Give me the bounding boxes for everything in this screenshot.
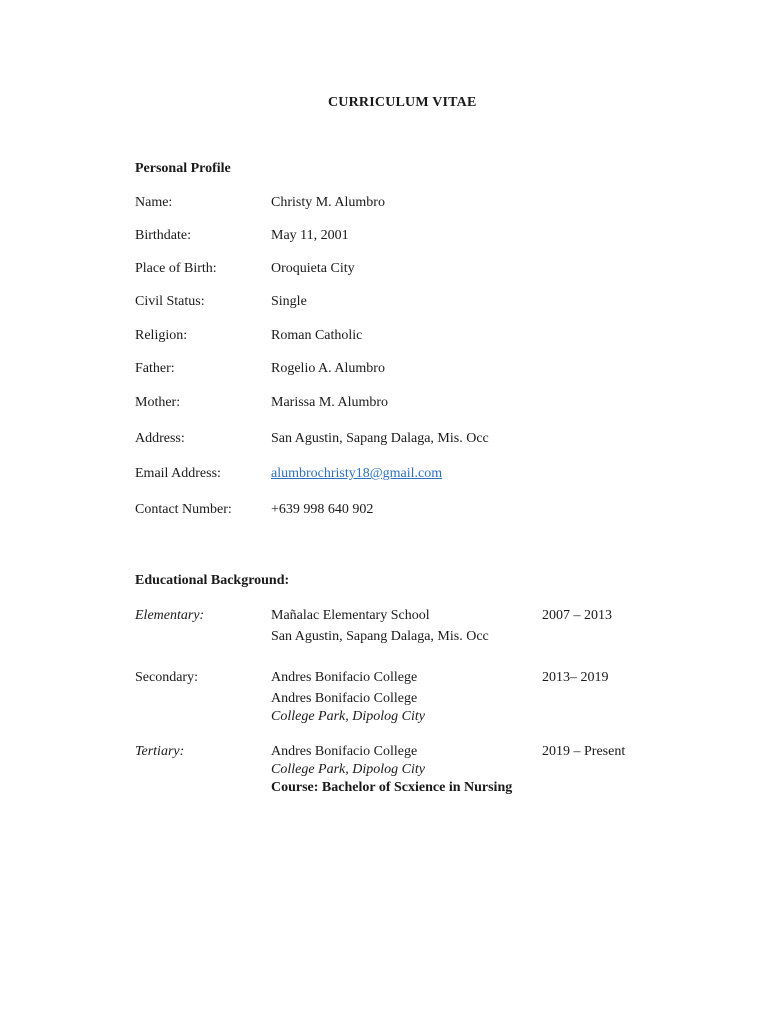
tertiary-label: Tertiary:: [135, 744, 185, 759]
document-title: CURRICULUM VITAE: [328, 95, 477, 110]
address-value: San Agustin, Sapang Dalaga, Mis. Occ: [271, 431, 489, 446]
name-value: Christy M. Alumbro: [271, 195, 385, 210]
father-value: Rogelio A. Alumbro: [271, 361, 385, 376]
place-of-birth-value: Oroquieta City: [271, 261, 355, 276]
birthdate-label: Birthdate:: [135, 228, 191, 243]
tertiary-course: Course: Bachelor of Scxience in Nursing: [271, 780, 513, 795]
elementary-address: San Agustin, Sapang Dalaga, Mis. Occ: [271, 629, 489, 644]
contact-number-value: +639 998 640 902: [271, 502, 374, 517]
religion-value: Roman Catholic: [271, 328, 363, 343]
tertiary-address: College Park, Dipolog City: [271, 762, 425, 777]
civil-status-label: Civil Status:: [135, 294, 205, 309]
secondary-years: 2013– 2019: [542, 670, 609, 685]
elementary-school: Mañalac Elementary School: [271, 608, 430, 623]
email-link[interactable]: alumbrochristy18@gmail.com: [271, 466, 443, 481]
father-label: Father:: [135, 361, 175, 376]
contact-number-label: Contact Number:: [135, 502, 232, 517]
secondary-school-2: Andres Bonifacio College: [271, 691, 418, 706]
address-label: Address:: [135, 431, 185, 446]
email-label: Email Address:: [135, 466, 221, 481]
secondary-address: College Park, Dipolog City: [271, 709, 425, 724]
secondary-school: Andres Bonifacio College: [271, 670, 418, 685]
name-label: Name:: [135, 195, 173, 210]
mother-label: Mother:: [135, 395, 181, 410]
civil-status-value: Single: [271, 294, 307, 309]
religion-label: Religion:: [135, 328, 188, 343]
tertiary-years: 2019 – Present: [542, 744, 626, 759]
elementary-years: 2007 – 2013: [542, 608, 612, 623]
tertiary-school: Andres Bonifacio College: [271, 744, 418, 759]
personal-profile-heading: Personal Profile: [135, 161, 231, 176]
place-of-birth-label: Place of Birth:: [135, 261, 217, 276]
elementary-label: Elementary:: [135, 608, 205, 623]
mother-value: Marissa M. Alumbro: [271, 395, 389, 410]
birthdate-value: May 11, 2001: [271, 228, 349, 243]
educational-background-heading: Educational Background:: [135, 573, 290, 588]
secondary-label: Secondary:: [135, 670, 198, 685]
